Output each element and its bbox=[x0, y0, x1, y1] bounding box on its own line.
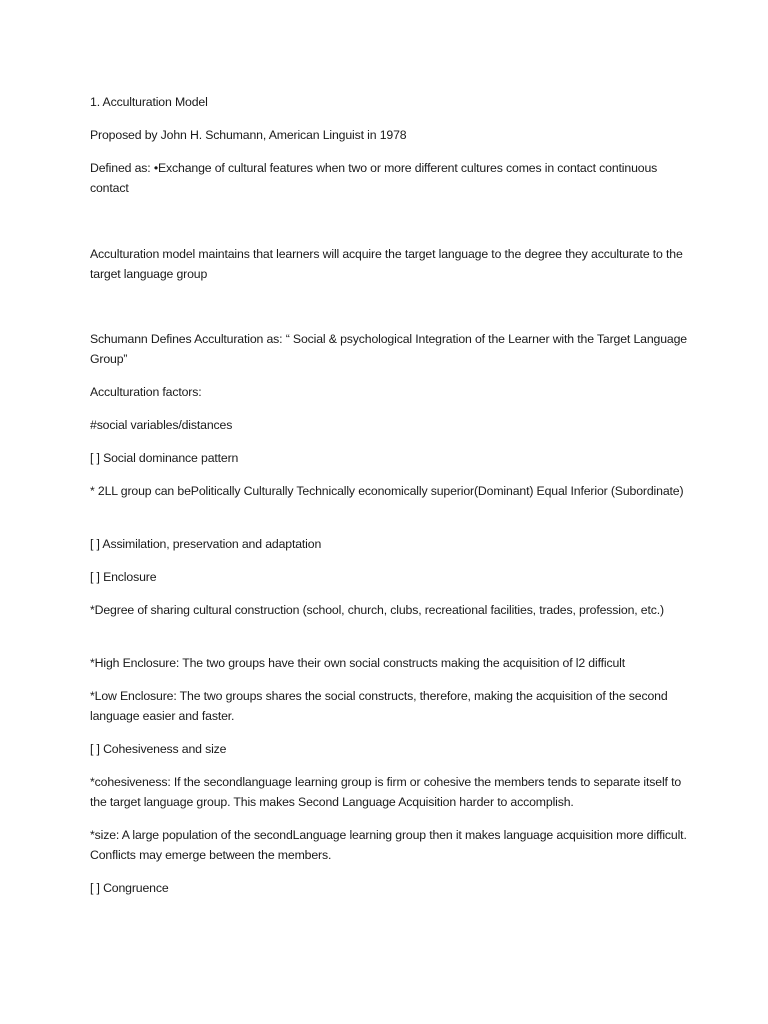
schumann-definition: Schumann Defines Acculturation as: “ Social & psychological Integration of the Learner with the Target Language Group” bbox=[90, 332, 687, 366]
bullet-paragraph: *Degree of sharing cultural construction (school, church, clubs, recreational facilities, trades, profession, etc.) bbox=[90, 603, 664, 617]
bullet-paragraph: *size: A large population of the secondLanguage learning group then it makes language acquisition more difficult. Conflicts may emerge between the members. bbox=[90, 828, 687, 862]
checklist-item: [ ] Social dominance pattern bbox=[90, 451, 239, 465]
factors-heading: Acculturation factors: bbox=[90, 385, 202, 399]
section-heading: 1. Acculturation Model bbox=[90, 95, 208, 109]
bullet-paragraph: *High Enclosure: The two groups have their own social constructs making the acquisition of l2 difficult bbox=[90, 656, 626, 670]
proposer-line: Proposed by John H. Schumann, American Linguist in 1978 bbox=[90, 128, 407, 142]
bullet-paragraph: *Low Enclosure: The two groups shares the social constructs, therefore, making the acquisition of the second language easier and faster. bbox=[90, 689, 668, 723]
checklist-item: [ ] Cohesiveness and size bbox=[90, 742, 227, 756]
social-variables-line: #social variables/distances bbox=[90, 418, 233, 432]
definition-paragraph: Defined as: •Exchange of cultural features when two or more different cultures comes in contact continuous contact bbox=[90, 161, 658, 195]
checklist-item: [ ] Congruence bbox=[90, 881, 169, 895]
checklist-item: [ ] Assimilation, preservation and adaptation bbox=[90, 537, 322, 551]
checklist-item: [ ] Enclosure bbox=[90, 570, 157, 584]
bullet-paragraph: *cohesiveness: If the secondlanguage learning group is firm or cohesive the members tends to separate itself to the target language group. This makes Second Language Acquisition harder to accomplish. bbox=[90, 775, 682, 809]
model-summary-paragraph: Acculturation model maintains that learners will acquire the target language to the degree they acculturate to the target language group bbox=[90, 247, 683, 281]
bullet-paragraph: * 2LL group can bePolitically Culturally Technically economically superior(Dominant) Equal Inferior (Subordinate) bbox=[90, 484, 684, 498]
